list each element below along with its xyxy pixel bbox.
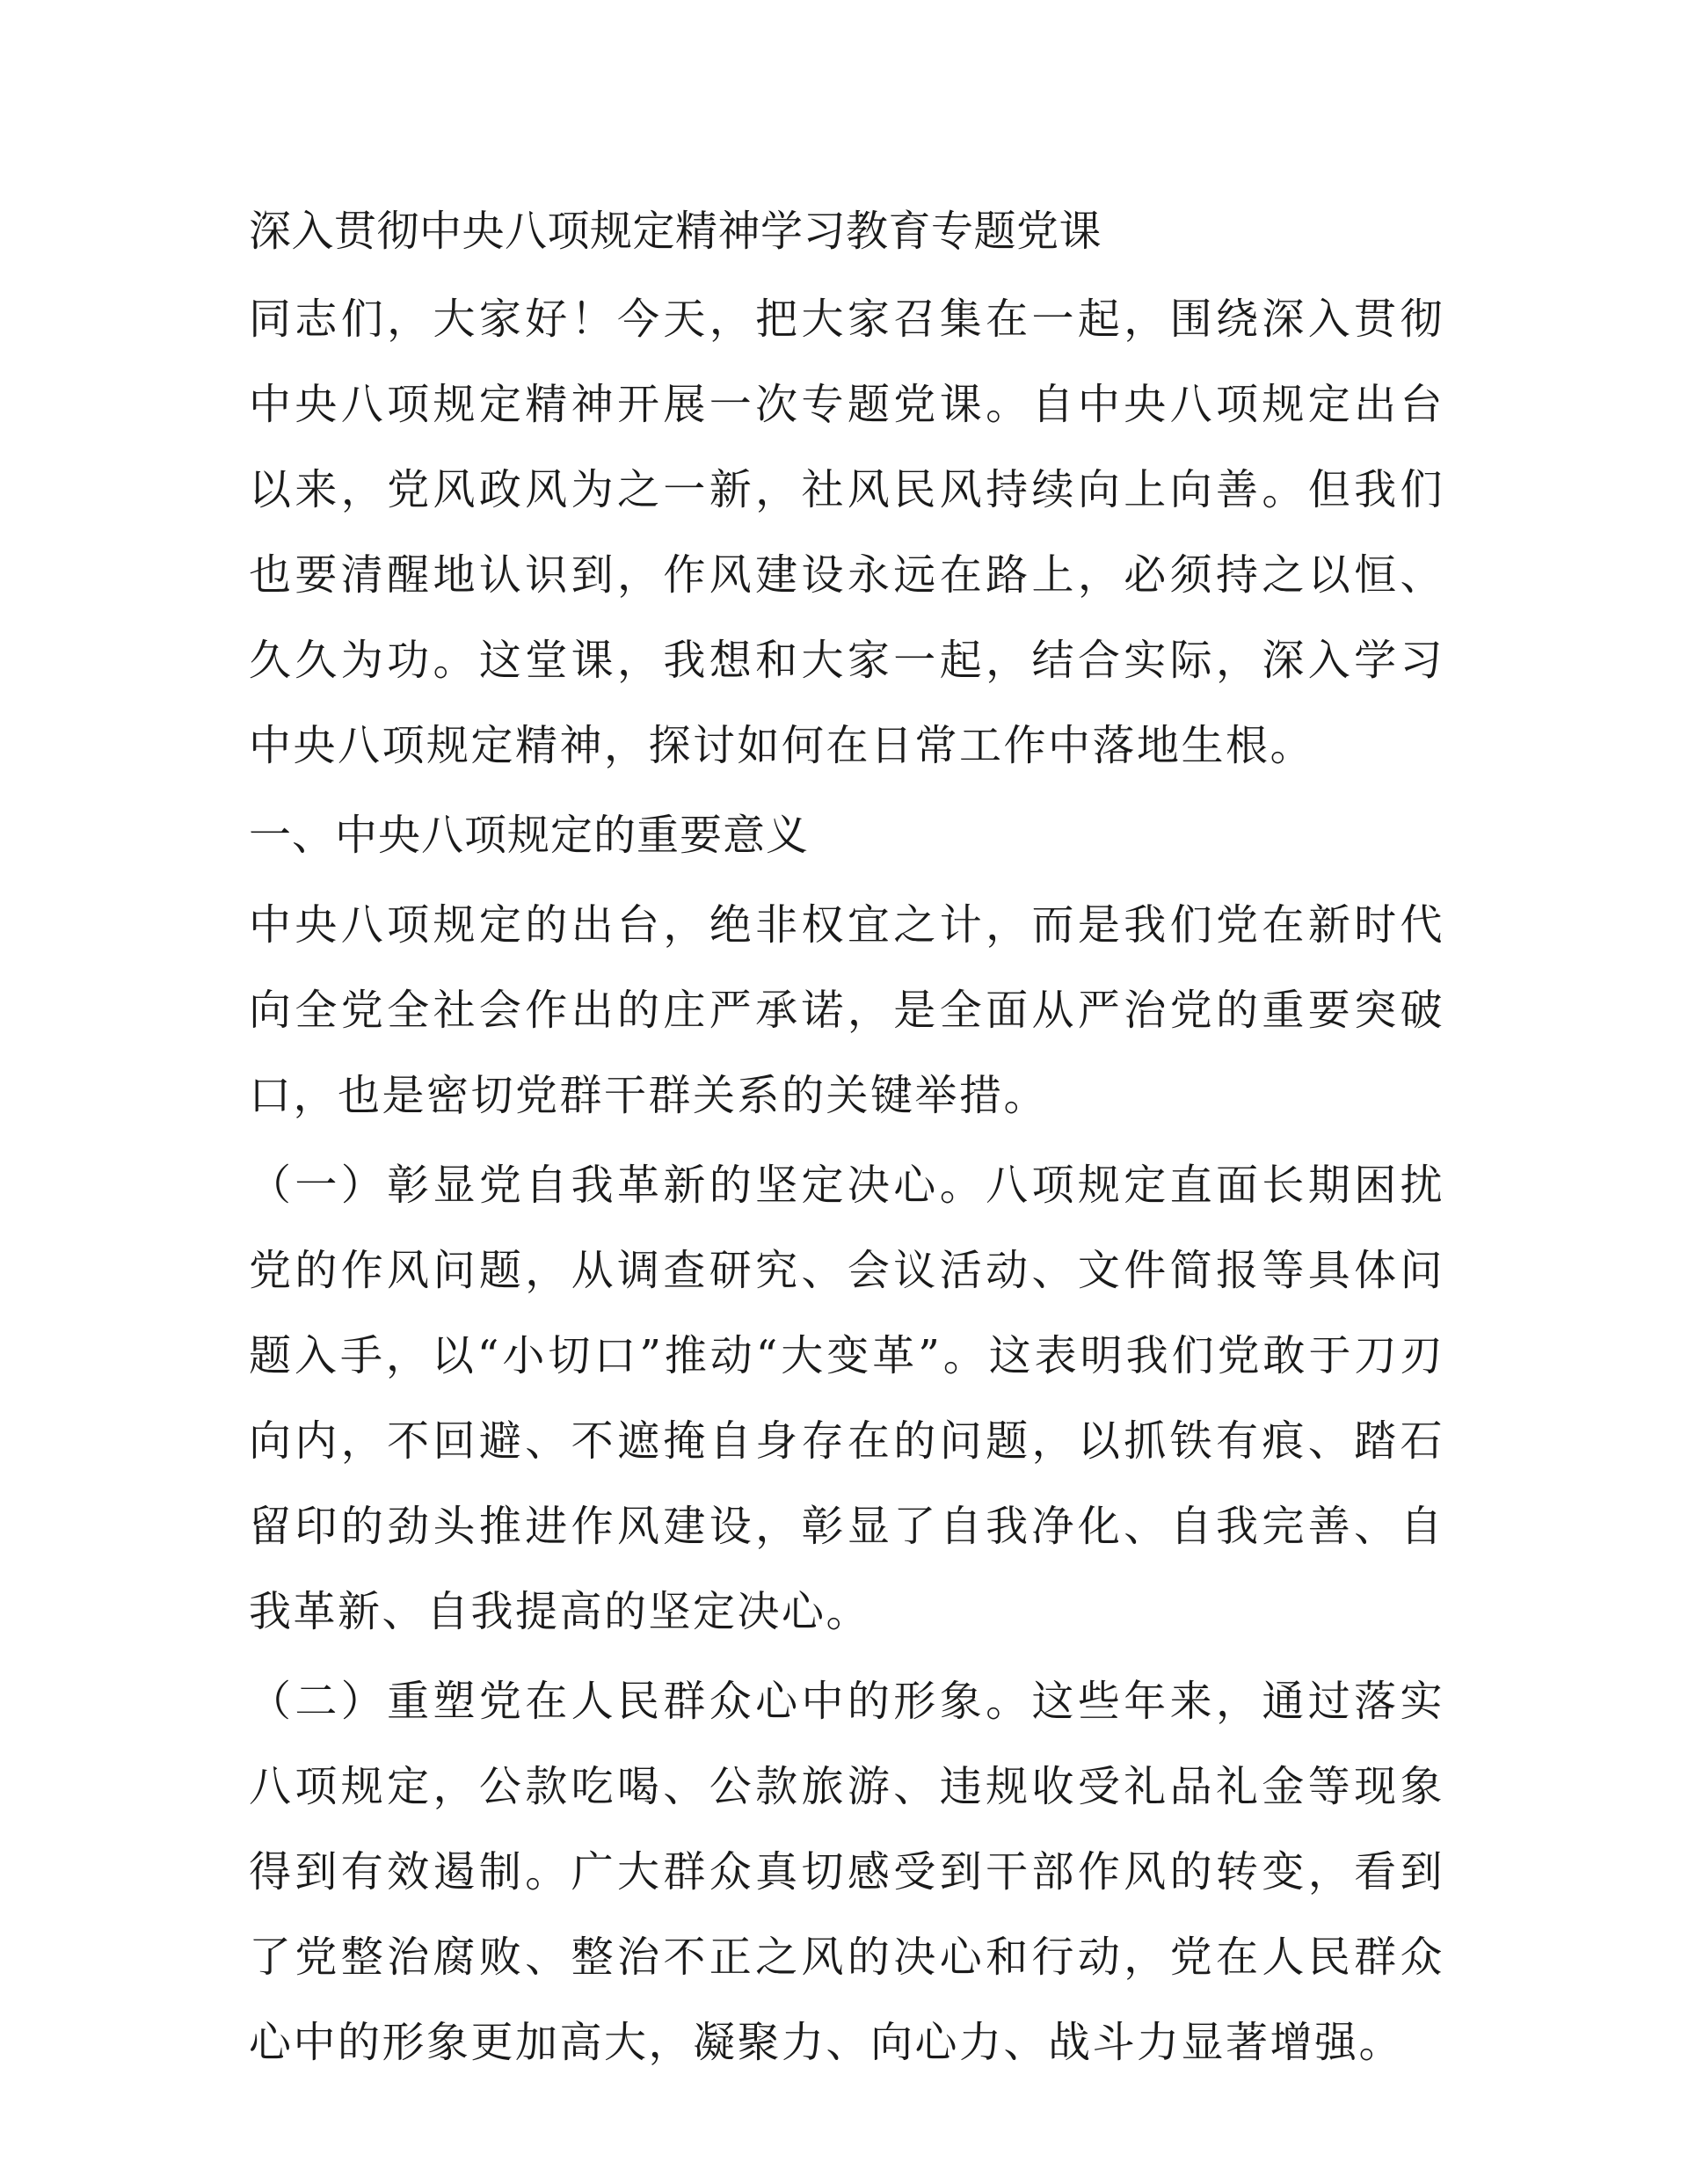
paragraph-subpoint-2: （二）重塑党在人民群众心中的形象。这些年来，通过落实八项规定，公款吃喝、公款旅游、违规收受礼品礼金等现象得到有效遏制。广大群众真切感受到干部作风的转变，看到了党整治腐败、整治不正之风的决心和行动，党在人民群众心中的形象更加高大，凝聚力、向心力、战斗力显著增强。 (249, 1677, 1444, 2067)
paragraph-section-1-intro: 中央八项规定的出台，绝非权宜之计，而是我们党在新时代向全党全社会作出的庄严承诺，是全面从严治党的重要突破口，也是密切党群干群关系的关键举措。 (249, 900, 1444, 1120)
section-heading-1: 一、中央八项规定的重要意义 (249, 811, 810, 860)
paragraph-intro: 同志们，大家好！今天，把大家召集在一起，围绕深入贯彻中央八项规定精神开展一次专题党课。自中央八项规定出台以来，党风政风为之一新，社风民风持续向上向善。但我们也要清醒地认识到，作风建设永远在路上，必须持之以恒、久久为功。这堂课，我想和大家一起，结合实际，深入学习中央八项规定精神，探讨如何在日常工作中落地生根。 (249, 295, 1444, 770)
document-title: 深入贯彻中央八项规定精神学习教育专题党课 (249, 207, 1102, 256)
document-body (249, 190, 1444, 2090)
paragraph-subpoint-1: （一）彰显党自我革新的坚定决心。八项规定直面长期困扰党的作风问题，从调查研究、会议活动、文件简报等具体问题入手，以“小切口”推动“大变革”。这表明我们党敢于刀刃向内，不回避、不遮掩自身存在的问题，以抓铁有痕、踏石留印的劲头推进作风建设，彰显了自我净化、自我完善、自我革新、自我提高的坚定决心。 (249, 1161, 1444, 1636)
